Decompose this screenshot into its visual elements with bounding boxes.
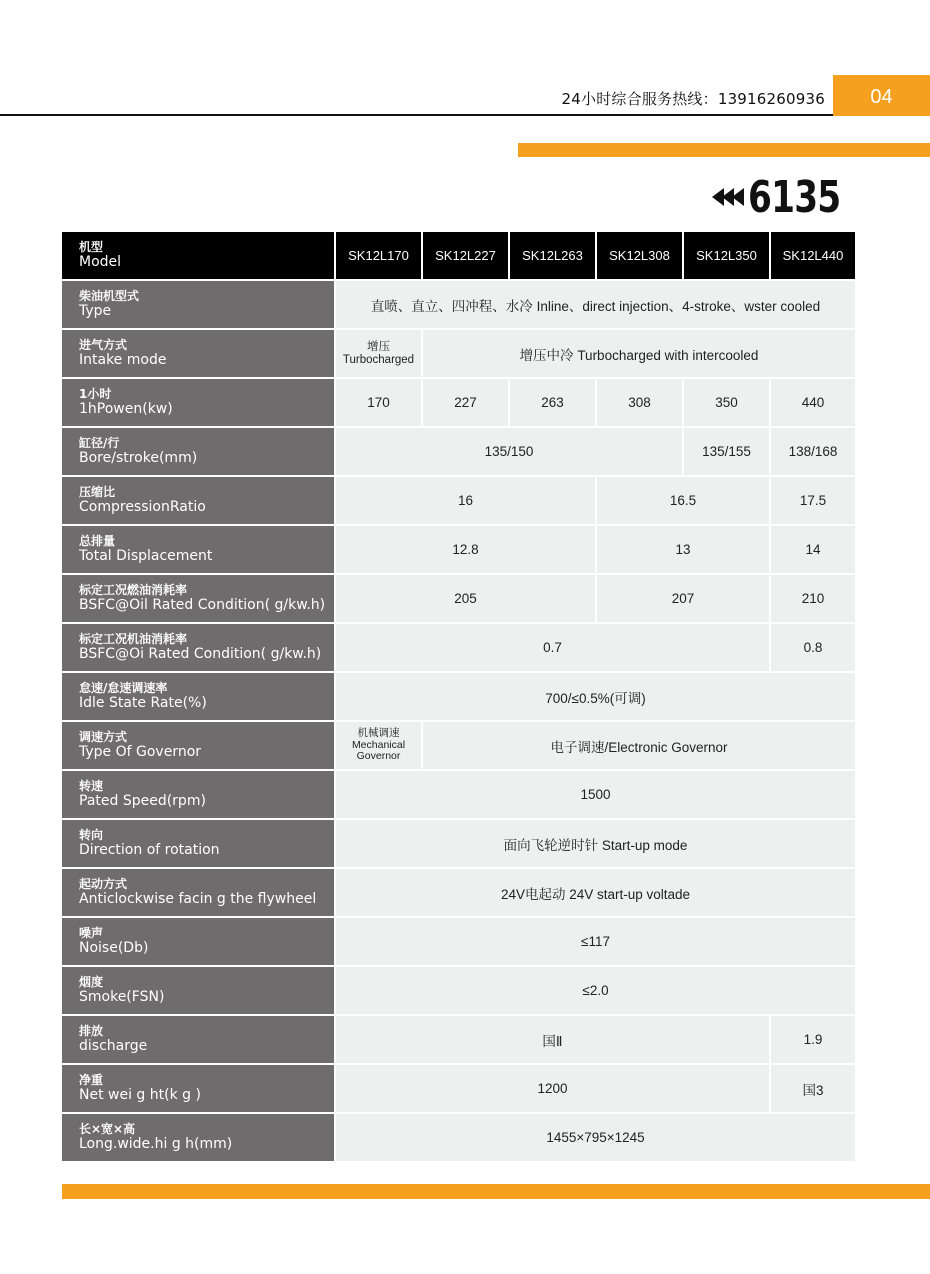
- row-label-en: Idle State Rate(%): [79, 695, 207, 711]
- row-label-en: Type Of Governor: [79, 744, 202, 760]
- spec-row: [62, 721, 856, 770]
- spec-row: [62, 966, 856, 1015]
- cell-line: 增压: [367, 340, 390, 353]
- spec-value-cell: [335, 329, 422, 378]
- row-label-zh: 转速: [79, 779, 104, 793]
- service-hotline: 24小时综合服务热线：13916260936: [561, 90, 825, 108]
- spec-row-label: [62, 378, 335, 427]
- model-header-cell: SK12L350: [683, 232, 770, 280]
- spec-value-cell: 205: [335, 574, 596, 623]
- spec-row-label: [62, 574, 335, 623]
- row-label-en: Model: [79, 254, 122, 270]
- spec-value-cell: 350: [683, 378, 770, 427]
- cell-line: Turbocharged: [342, 353, 415, 366]
- header-label-cell: [62, 232, 335, 280]
- spec-value-cell: 135/155: [683, 427, 770, 476]
- spec-value-cell: [335, 721, 422, 770]
- row-label-zh: 柴油机型式: [79, 289, 140, 303]
- spec-value-cell: 国3: [770, 1064, 856, 1113]
- spec-value-cell: 1455×795×1245: [335, 1113, 856, 1162]
- model-header-cell: SK12L227: [422, 232, 509, 280]
- spec-value-cell: 1500: [335, 770, 856, 819]
- spec-row-label: [62, 868, 335, 917]
- spec-row: [62, 1113, 856, 1162]
- row-label-en: Smoke(FSN): [79, 989, 165, 1005]
- spec-value-cell: 210: [770, 574, 856, 623]
- spec-row: [62, 1064, 856, 1113]
- row-label-en: Anticlockwise facin g the flywheel: [79, 891, 317, 907]
- model-header-cell: SK12L263: [509, 232, 596, 280]
- row-label-en: BSFC@Oil Rated Condition( g/kw.h): [79, 597, 326, 613]
- spec-value-cell: 14: [770, 525, 856, 574]
- spec-value-cell: 面向飞轮逆时针 Start-up mode: [335, 819, 856, 868]
- cell-line: Governor: [356, 750, 401, 763]
- spec-row-label: [62, 329, 335, 378]
- spec-value-cell: 263: [509, 378, 596, 427]
- spec-value-cell: 440: [770, 378, 856, 427]
- row-label-zh: 排放: [79, 1024, 104, 1038]
- cell-line: 机械调速: [357, 727, 400, 740]
- row-label-zh: 标定工况燃油消耗率: [79, 583, 188, 597]
- row-label-zh: 1小时: [79, 387, 112, 401]
- row-label-en: discharge: [79, 1038, 148, 1054]
- spec-value-cell: 国Ⅱ: [335, 1015, 770, 1064]
- spec-row: [62, 280, 856, 329]
- row-label-en: Bore/stroke(mm): [79, 450, 198, 466]
- spec-row: [62, 329, 856, 378]
- spec-row-label: [62, 525, 335, 574]
- spec-row: [62, 623, 856, 672]
- row-label-en: CompressionRatio: [79, 499, 206, 515]
- spec-row-label: [62, 1064, 335, 1113]
- row-label-zh: 标定工况机油消耗率: [79, 632, 188, 646]
- spec-value-cell: 700/≤0.5%(可调): [335, 672, 856, 721]
- row-label-en: BSFC@Oi Rated Condition( g/kw.h): [79, 646, 322, 662]
- spec-row-label: [62, 476, 335, 525]
- page-number: 04: [833, 75, 930, 116]
- row-label-zh: 总排量: [79, 534, 116, 548]
- spec-row: [62, 672, 856, 721]
- spec-value-cell: 1.9: [770, 1015, 856, 1064]
- model-header-cell: SK12L170: [335, 232, 422, 280]
- spec-row-label: [62, 819, 335, 868]
- spec-value-cell: ≤2.0: [335, 966, 856, 1015]
- header-rule: [0, 114, 833, 116]
- spec-row: [62, 525, 856, 574]
- spec-row: [62, 1015, 856, 1064]
- spec-value-cell: 308: [596, 378, 683, 427]
- row-label-en: Net wei g ht(k g ): [79, 1087, 201, 1103]
- spec-row: [62, 770, 856, 819]
- table-header-row: [62, 232, 856, 280]
- spec-row-label: [62, 427, 335, 476]
- spec-value-cell: 0.7: [335, 623, 770, 672]
- spec-row: [62, 378, 856, 427]
- cell-line: Mechanical: [351, 738, 406, 751]
- spec-value-cell: 16: [335, 476, 596, 525]
- spec-value-cell: 直喷、直立、四冲程、水冷 Inline、direct injection、4-stroke、wster cooled: [335, 280, 856, 329]
- row-label-en: Direction of rotation: [79, 842, 220, 858]
- spec-value-cell: 电子调速/Electronic Governor: [422, 721, 856, 770]
- spec-value-cell: ≤117: [335, 917, 856, 966]
- row-label-zh: 进气方式: [79, 338, 128, 352]
- spec-value-cell: 17.5: [770, 476, 856, 525]
- spec-value-cell: 207: [596, 574, 770, 623]
- accent-bar-bottom: [62, 1184, 930, 1199]
- spec-value-cell: 227: [422, 378, 509, 427]
- row-label-zh: 调速方式: [79, 730, 128, 744]
- spec-value-cell: 增压中冷 Turbocharged with intercooled: [422, 329, 856, 378]
- row-label-en: Intake mode: [79, 352, 167, 368]
- row-label-zh: 机型: [79, 240, 104, 254]
- spec-row-label: [62, 280, 335, 329]
- model-header-cell: SK12L308: [596, 232, 683, 280]
- spec-row: [62, 476, 856, 525]
- spec-row: [62, 868, 856, 917]
- spec-value-cell: 170: [335, 378, 422, 427]
- spec-row-label: [62, 623, 335, 672]
- row-label-en: Long.wide.hi g h(mm): [79, 1136, 233, 1152]
- row-label-zh: 转向: [79, 828, 104, 842]
- row-label-en: 1hPowen(kw): [79, 401, 173, 417]
- spec-row-label: [62, 917, 335, 966]
- spec-row: [62, 819, 856, 868]
- spec-row-label: [62, 966, 335, 1015]
- spec-row: [62, 917, 856, 966]
- spec-table: [62, 232, 857, 1163]
- row-label-zh: 缸径/行: [79, 436, 120, 450]
- spec-value-cell: 24V电起动 24V start-up voltade: [335, 868, 856, 917]
- spec-value-cell: 12.8: [335, 525, 596, 574]
- row-label-zh: 怠速/怠速调速率: [79, 681, 168, 695]
- spec-row-label: [62, 770, 335, 819]
- spec-value-cell: 138/168: [770, 427, 856, 476]
- row-label-zh: 压缩比: [79, 485, 116, 499]
- spec-row: [62, 574, 856, 623]
- spec-row: [62, 427, 856, 476]
- model-header-cell: SK12L440: [770, 232, 856, 280]
- spec-value-cell: 16.5: [596, 476, 770, 525]
- row-label-zh: 起动方式: [79, 877, 128, 891]
- spec-row-label: [62, 672, 335, 721]
- spec-row-label: [62, 721, 335, 770]
- triple-arrow-icon: [712, 188, 742, 206]
- row-label-en: Pated Speed(rpm): [79, 793, 206, 809]
- spec-row-label: [62, 1015, 335, 1064]
- row-label-zh: 净重: [79, 1073, 104, 1087]
- series-title-block: [712, 172, 854, 222]
- row-label-en: Total Displacement: [79, 548, 213, 564]
- row-label-zh: 长×宽×高: [79, 1122, 136, 1136]
- spec-value-cell: 1200: [335, 1064, 770, 1113]
- row-label-zh: 烟度: [79, 975, 104, 989]
- row-label-en: Noise(Db): [79, 940, 149, 956]
- spec-value-cell: 135/150: [335, 427, 683, 476]
- series-title: 6135: [748, 171, 841, 223]
- row-label-en: Type: [79, 303, 112, 319]
- spec-value-cell: 0.8: [770, 623, 856, 672]
- accent-bar-top: [518, 143, 930, 157]
- row-label-zh: 噪声: [79, 926, 104, 940]
- spec-row-label: [62, 1113, 335, 1162]
- spec-value-cell: 13: [596, 525, 770, 574]
